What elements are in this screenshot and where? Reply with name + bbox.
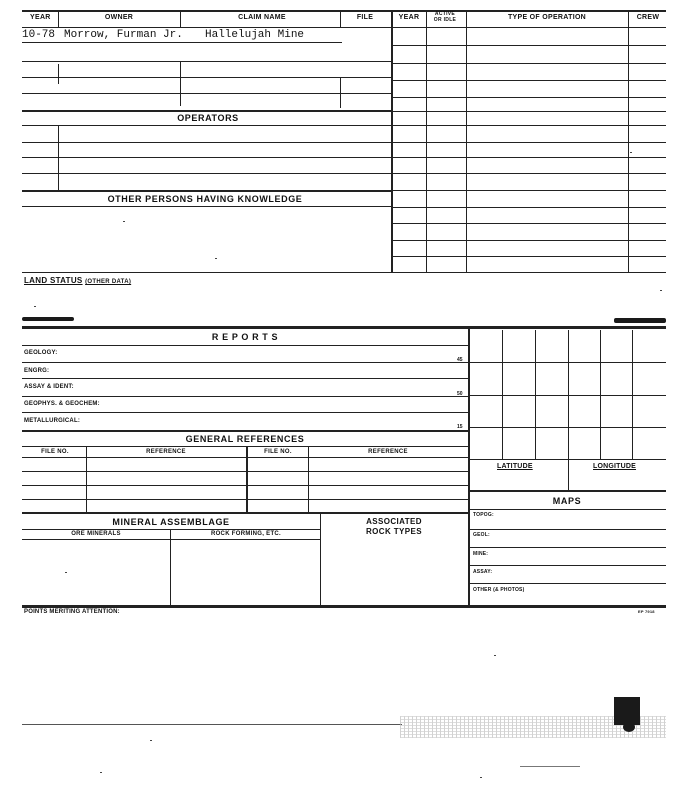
operator-col-divider	[58, 126, 59, 190]
activity-row-line	[391, 223, 666, 224]
activity-row-line	[391, 80, 666, 81]
ref-header-file-no-1: FILE NO.	[41, 449, 69, 455]
ref-row-line	[22, 485, 468, 486]
scan-speck	[34, 306, 36, 307]
ref-header-file-no-2: FILE NO.	[264, 449, 292, 455]
ref-header-reference-2: REFERENCE	[368, 449, 408, 455]
activity-bottom-rule	[22, 272, 666, 273]
rock-forming-label: ROCK FORMING, ETC.	[210, 531, 282, 537]
owner-col-divider	[180, 62, 181, 106]
header-divider	[391, 10, 393, 27]
scan-speck	[215, 258, 217, 259]
map-label-geol: GEOL:	[473, 532, 490, 538]
grid-row-line	[468, 427, 666, 428]
report-code: 45	[457, 357, 463, 363]
report-label-assay: ASSAY & IDENT:	[24, 384, 74, 390]
edge-mark-right	[614, 318, 666, 323]
report-row-line	[22, 412, 468, 413]
header-active-idle: ACTIVE OR IDLE	[433, 11, 457, 23]
activity-row-line	[391, 111, 666, 112]
mineral-assemblage-heading: MINERAL ASSEMBLAGE	[112, 517, 230, 527]
activity-row-line	[391, 256, 666, 257]
top-border	[22, 10, 666, 12]
latitude-label: LATITUDE	[497, 463, 533, 470]
activity-row-line	[391, 125, 666, 126]
entry-year: 10-78	[22, 29, 56, 41]
report-label-geology: GEOLOGY:	[24, 350, 58, 356]
mineral-subheader-rule	[22, 539, 320, 540]
activity-row-line	[391, 207, 666, 208]
references-heading-rule	[22, 446, 468, 447]
owner-row-line	[22, 77, 391, 78]
scan-speck	[660, 290, 662, 291]
header-divider	[58, 10, 59, 27]
associated-rock-types-heading: ASSOCIATED ROCK TYPES	[365, 517, 423, 536]
other-persons-rule	[22, 206, 391, 207]
scan-speck	[100, 772, 102, 773]
reports-bottom-rule	[22, 605, 666, 608]
land-status-label: LAND STATUS (OTHER DATA)	[24, 276, 132, 285]
header-year: YEAR	[30, 14, 51, 21]
grid-row-line	[468, 459, 666, 460]
reports-heading: R E P O R T S	[211, 332, 279, 342]
form-number: EP 7918	[638, 609, 655, 614]
scan-blot-round	[623, 722, 635, 732]
scan-speck	[150, 740, 152, 741]
header-divider	[466, 10, 467, 27]
operator-row-line	[22, 142, 391, 143]
general-references-top-rule	[22, 430, 468, 432]
mineral-top-rule	[22, 512, 468, 514]
report-label-geophys: GEOPHYS. & GEOCHEM:	[24, 401, 100, 407]
map-row-line	[468, 547, 666, 548]
owner-col-divider	[340, 78, 341, 108]
ref-row-line	[22, 499, 468, 500]
operator-row-line	[22, 173, 391, 174]
references-header-rule	[22, 457, 468, 458]
header-type-of-operation: TYPE OF OPERATION	[507, 14, 587, 21]
report-row-line	[22, 396, 468, 397]
activity-row-line	[391, 157, 666, 158]
ref-col-divider	[246, 446, 248, 512]
grid-row-line	[468, 362, 666, 363]
activity-row-line	[391, 142, 666, 143]
mineral-heading-rule	[22, 529, 320, 530]
map-label-mine: MINE:	[473, 551, 489, 557]
activity-row-line	[391, 173, 666, 174]
operators-heading-rule	[22, 125, 391, 126]
ore-minerals-label: ORE MINERALS	[71, 531, 121, 537]
reports-heading-rule	[22, 345, 468, 346]
owner-col-divider	[58, 64, 59, 84]
map-row-line	[468, 529, 666, 530]
report-row-line	[22, 362, 468, 363]
map-row-line	[468, 583, 666, 584]
header-divider	[340, 10, 341, 27]
ref-col-divider	[86, 446, 87, 512]
activity-row-line	[391, 97, 666, 98]
header-claim-name: CLAIM NAME	[238, 14, 286, 21]
header-divider	[628, 10, 629, 27]
other-persons-heading: OTHER PERSONS HAVING KNOWLEDGE	[107, 194, 303, 204]
scan-line	[22, 724, 402, 725]
map-row-line	[468, 565, 666, 566]
owner-row-line	[22, 42, 342, 43]
scan-speck	[65, 572, 67, 573]
activity-row-line	[391, 45, 666, 46]
map-label-other: OTHER (& PHOTOS)	[473, 587, 525, 593]
maps-top-rule	[468, 490, 666, 492]
points-meriting-attention: POINTS MERITING ATTENTION:	[24, 609, 120, 615]
mineral-col-divider	[320, 513, 321, 605]
maps-heading-rule	[468, 509, 666, 510]
report-code: 15	[457, 424, 463, 430]
grid-col-line	[568, 330, 569, 490]
entry-owner: Morrow, Furman Jr.	[64, 29, 183, 41]
scan-speck	[123, 221, 125, 222]
reports-top-rule	[22, 326, 666, 329]
map-label-assay: ASSAY:	[473, 569, 493, 575]
longitude-label: LONGITUDE	[593, 463, 637, 470]
header-file: FILE	[356, 14, 374, 21]
report-code: 50	[457, 391, 463, 397]
activity-row-line	[391, 190, 666, 191]
scan-line	[520, 766, 580, 767]
activity-row-line	[391, 63, 666, 64]
ref-header-reference-1: REFERENCE	[146, 449, 186, 455]
report-row-line	[22, 378, 468, 379]
maps-heading: MAPS	[552, 496, 582, 506]
operator-row-line	[22, 157, 391, 158]
edge-mark-left	[22, 317, 74, 321]
header-bottom-rule	[22, 27, 666, 28]
header-year-2: YEAR	[398, 14, 420, 21]
activity-row-line	[391, 240, 666, 241]
entry-claim-name: Hallelujah Mine	[205, 29, 305, 41]
ref-row-line	[22, 471, 468, 472]
owner-row-line	[22, 93, 391, 94]
scan-speck	[630, 152, 632, 153]
map-label-topog: TOPOG:	[473, 512, 494, 518]
general-references-heading: GENERAL REFERENCES	[185, 434, 305, 444]
header-divider	[426, 10, 427, 27]
scan-speck	[494, 655, 496, 656]
report-label-engrg: ENGRG:	[24, 368, 50, 374]
operators-top-rule	[22, 110, 391, 112]
owner-row-line	[22, 61, 391, 62]
grid-row-line	[468, 395, 666, 396]
reports-right-border	[468, 327, 470, 605]
header-owner: OWNER	[104, 14, 134, 21]
header-divider	[180, 10, 181, 27]
scan-blot	[614, 697, 640, 725]
mineral-col-divider	[170, 529, 171, 605]
operators-heading: OPERATORS	[177, 113, 239, 123]
report-label-metallurgical: METALLURGICAL:	[24, 418, 81, 424]
header-crew: CREW	[636, 14, 660, 21]
ref-col-divider	[308, 446, 309, 512]
scan-speck	[480, 777, 482, 778]
other-persons-top-rule	[22, 190, 391, 192]
